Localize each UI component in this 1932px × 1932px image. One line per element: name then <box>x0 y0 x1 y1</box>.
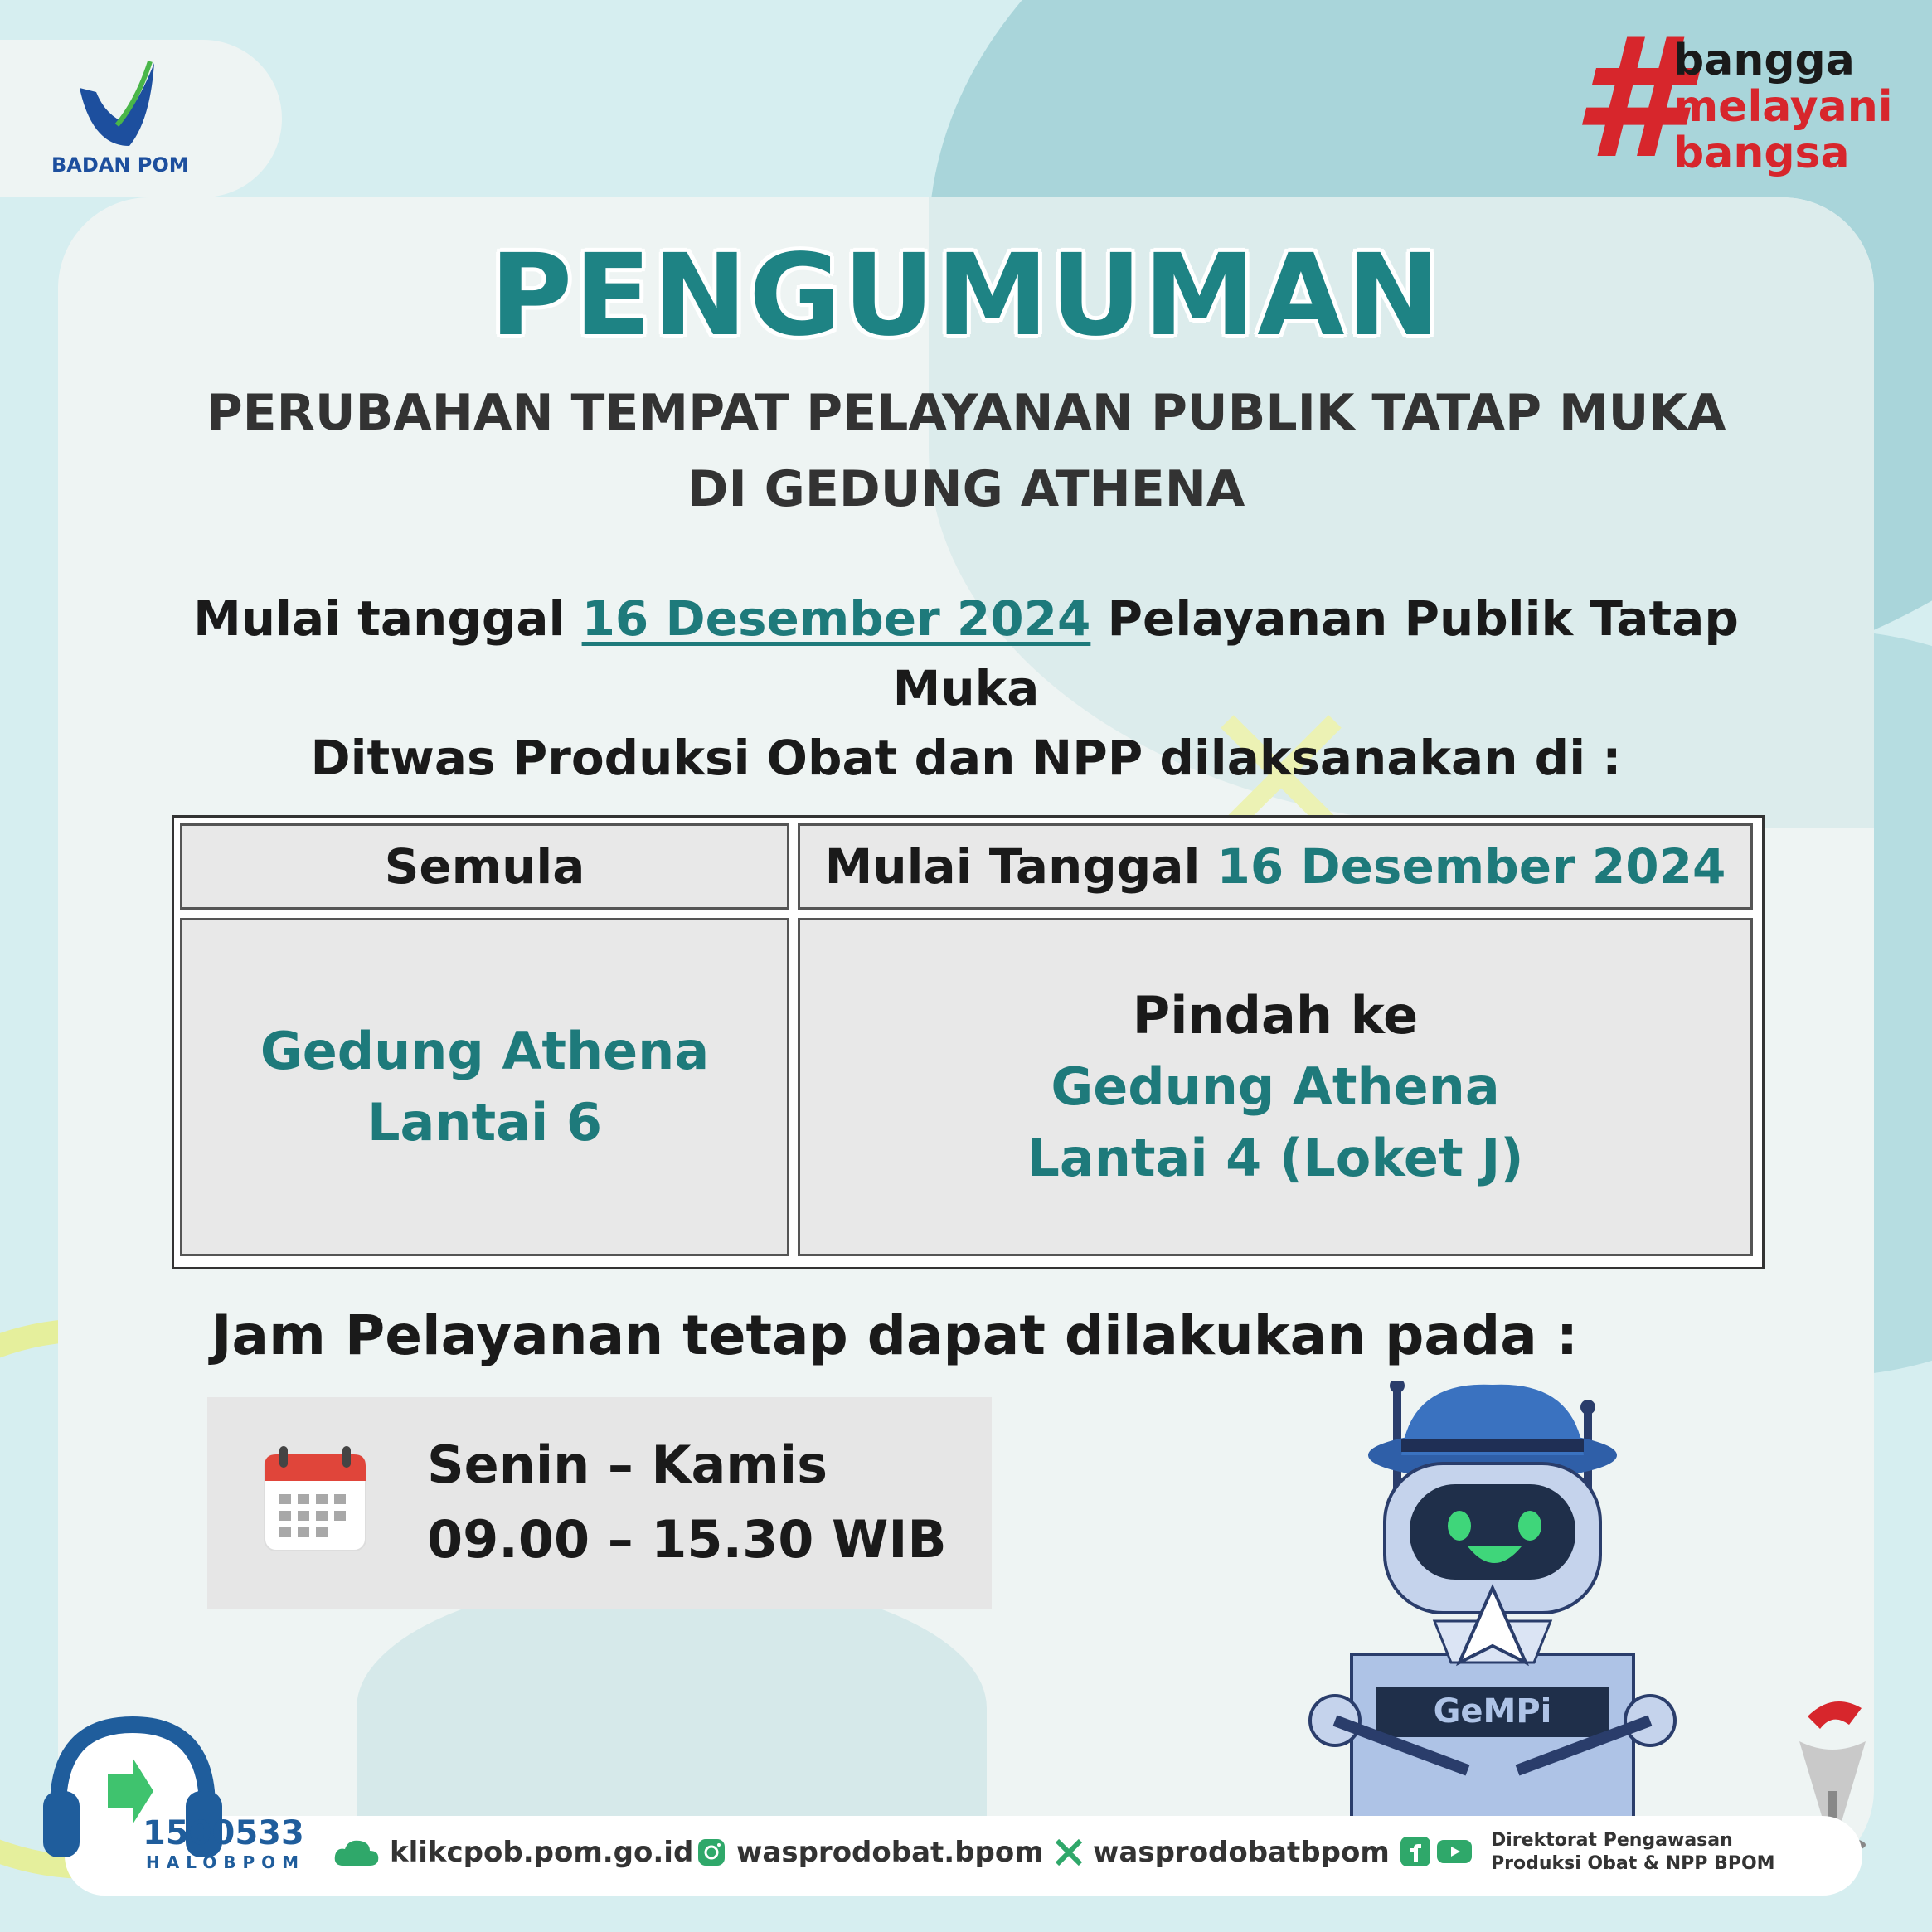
mascot-robot-icon <box>1302 1381 1683 1845</box>
header-prefix: Mulai Tanggal <box>824 838 1217 895</box>
hours-text <box>427 1428 947 1577</box>
instagram-link[interactable] <box>697 1836 1044 1869</box>
instagram-text: wasprodobat.bpom <box>736 1836 1044 1869</box>
old-location-line: Gedung Athena <box>260 1021 710 1081</box>
x-link[interactable] <box>1055 1836 1390 1869</box>
tagline-line: bangsa <box>1673 129 1850 178</box>
tagline <box>1673 37 1893 177</box>
x-text: wasprodobatbpom <box>1093 1836 1390 1869</box>
header-semula-label: Semula <box>384 838 585 895</box>
intro-line-2: Ditwas Produksi Obat dan NPP dilaksanakan di : <box>310 730 1622 786</box>
instagram-icon <box>697 1837 726 1867</box>
header-new-date <box>798 823 1753 910</box>
subtitle <box>116 375 1816 527</box>
tagline-line: melayani <box>1673 82 1893 132</box>
page-title: PENGUMUMAN <box>489 231 1443 362</box>
card-blob-bottom <box>357 1575 987 1841</box>
badan-pom-logo-icon <box>71 55 163 154</box>
location-table <box>172 815 1765 1269</box>
new-location-line: Gedung Athena <box>1051 1056 1500 1117</box>
mascot-badge-text: GeMPi <box>1433 1692 1552 1731</box>
hours-time: 09.00 – 15.30 WIB <box>427 1509 947 1570</box>
logo-text: BADAN POM <box>51 153 189 177</box>
tagline-hash: # <box>1571 2 1687 196</box>
website-text: klikcpob.pom.go.id <box>390 1836 694 1869</box>
old-location-line: Lantai 6 <box>367 1092 602 1153</box>
cell-old-location <box>180 918 789 1256</box>
header-semula <box>180 823 789 910</box>
intro-prefix: Mulai tanggal <box>193 590 582 647</box>
facebook-icon[interactable] <box>1400 1836 1431 1867</box>
hotline-number[interactable]: 1500533 <box>143 1814 304 1852</box>
hotline-label: HALOBPOM <box>146 1852 306 1872</box>
intro-date: 16 Desember 2024 <box>581 590 1091 647</box>
intro-line-1 <box>116 584 1816 723</box>
calendar-icon <box>261 1444 369 1554</box>
cell-new-location <box>798 918 1753 1256</box>
hours-heading: Jam Pelayanan tetap dapat dilakukan pada : <box>211 1303 1579 1367</box>
intro-text <box>116 584 1816 793</box>
directorate-line: Direktorat Pengawasan <box>1491 1830 1733 1851</box>
website-link[interactable] <box>333 1836 693 1869</box>
new-location-line: Lantai 4 (Loket J) <box>1027 1128 1524 1188</box>
directorate-name <box>1491 1829 1775 1876</box>
header-new-date-label <box>825 838 1726 895</box>
new-location-intro: Pindah ke <box>1132 985 1419 1046</box>
hours-days: Senin – Kamis <box>427 1434 828 1495</box>
header-date: 16 Desember 2024 <box>1216 838 1726 895</box>
subtitle-line: DI GEDUNG ATHENA <box>687 460 1245 518</box>
subtitle-line: PERUBAHAN TEMPAT PELAYANAN PUBLIK TATAP MUKA <box>206 384 1726 442</box>
directorate-line: Produksi Obat & NPP BPOM <box>1491 1853 1775 1874</box>
x-icon <box>1055 1838 1083 1866</box>
youtube-icon[interactable] <box>1436 1837 1473 1866</box>
intro-suffix: Pelayanan Publik Tatap Muka <box>892 590 1739 716</box>
social-icons <box>1400 1836 1473 1867</box>
tagline-line: bangga <box>1673 36 1855 85</box>
cloud-icon <box>333 1837 380 1867</box>
